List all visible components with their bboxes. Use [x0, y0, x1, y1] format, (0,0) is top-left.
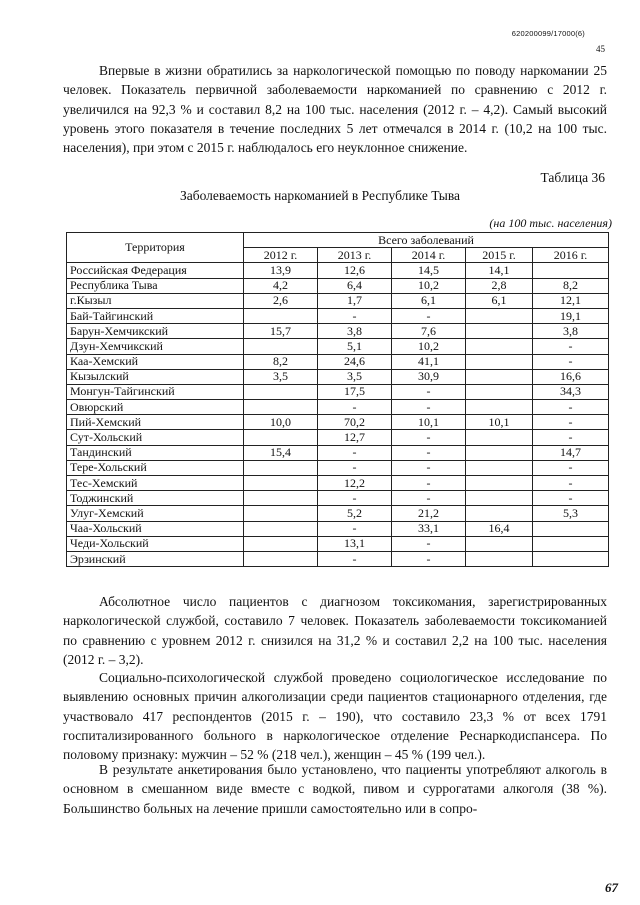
- year-header-cell: 2014 г.: [392, 248, 466, 263]
- table-row: [67, 384, 609, 399]
- value-cell: -: [533, 476, 609, 491]
- value-cell: [244, 521, 318, 536]
- paragraph-narcomania-intro: Впервые в жизни обратились за наркологической помощью по поводу наркомании 25 человек. Показатель первичной заболеваемости наркоманией по сравнению с 2012 г. увеличился на 92,3 % и составил 8,2 на 100 тыс. населения (2012 г. – 4,2). Самый высокий уровень этого показателя в течение последних 5 лет отмечался в 2014 г. (10,2 на 100 тыс. населения), при этом с 2015 г. наблюдалось его неуклонное снижение.: [63, 63, 607, 156]
- value-cell: [466, 445, 533, 460]
- value-cell: 33,1: [392, 521, 466, 536]
- value-cell: [533, 551, 609, 566]
- value-cell: -: [318, 521, 392, 536]
- value-cell: [244, 551, 318, 566]
- value-cell: 21,2: [392, 506, 466, 521]
- value-cell: [533, 521, 609, 536]
- value-cell: [466, 536, 533, 551]
- territory-name-cell: Каа-Хемский: [67, 354, 244, 369]
- territory-name-cell: Овюрский: [67, 400, 244, 415]
- paragraph-survey: Социально-психологической службой проведено социологическое исследование по выявлению основных причин алкоголизации среди пациентов стационарного отделения, где участвовало 417 респондентов (2015 г. – 190), что составило 23,3 % от всех 1791 госпитализированного больного в наркологическое отделение Реснаркодиспансера. По половому признаку: мужчин – 52 % (218 чел.), женщин – 45 % (199 чел.).: [63, 670, 607, 763]
- table-row: [67, 324, 609, 339]
- table-unit: (на 100 тыс. населения): [489, 216, 612, 230]
- value-cell: -: [318, 491, 392, 506]
- value-cell: -: [533, 339, 609, 354]
- value-cell: 12,1: [533, 293, 609, 308]
- value-cell: 10,1: [392, 415, 466, 430]
- territory-name-cell: Республика Тыва: [67, 278, 244, 293]
- value-cell: [244, 430, 318, 445]
- table-row: [67, 460, 609, 475]
- value-cell: [466, 551, 533, 566]
- table-row: [67, 263, 609, 278]
- value-cell: -: [533, 415, 609, 430]
- value-cell: 4,2: [244, 278, 318, 293]
- value-cell: 6,1: [392, 293, 466, 308]
- territory-name-cell: Барун-Хемчикский: [67, 324, 244, 339]
- value-cell: 12,6: [318, 263, 392, 278]
- value-cell: 10,0: [244, 415, 318, 430]
- year-header-cell: 2015 г.: [466, 248, 533, 263]
- value-cell: 8,2: [533, 278, 609, 293]
- territory-name-cell: г.Кызыл: [67, 293, 244, 308]
- table-row: [67, 430, 609, 445]
- value-cell: -: [392, 384, 466, 399]
- territory-name-cell: Тандинский: [67, 445, 244, 460]
- table-body: [67, 263, 609, 567]
- value-cell: 7,6: [392, 324, 466, 339]
- value-cell: -: [318, 308, 392, 323]
- value-cell: -: [318, 445, 392, 460]
- value-cell: -: [392, 430, 466, 445]
- value-cell: -: [392, 445, 466, 460]
- value-cell: [466, 354, 533, 369]
- value-cell: 10,1: [466, 415, 533, 430]
- value-cell: [244, 536, 318, 551]
- value-cell: [466, 324, 533, 339]
- table-row: [67, 400, 609, 415]
- value-cell: 12,7: [318, 430, 392, 445]
- value-cell: 5,1: [318, 339, 392, 354]
- territory-name-cell: Бай-Тайгинский: [67, 308, 244, 323]
- value-cell: -: [392, 400, 466, 415]
- value-cell: [466, 339, 533, 354]
- value-cell: [244, 384, 318, 399]
- territory-name-cell: Тере-Хольский: [67, 460, 244, 475]
- value-cell: -: [318, 400, 392, 415]
- value-cell: 3,5: [318, 369, 392, 384]
- table-row: [67, 415, 609, 430]
- value-cell: 13,1: [318, 536, 392, 551]
- page-number: 45: [596, 44, 605, 54]
- table-row: [67, 521, 609, 536]
- document-code: 620200099/17000(6): [511, 29, 585, 38]
- value-cell: [244, 476, 318, 491]
- value-cell: 3,5: [244, 369, 318, 384]
- value-cell: 24,6: [318, 354, 392, 369]
- territory-name-cell: Сут-Хольский: [67, 430, 244, 445]
- value-cell: 16,4: [466, 521, 533, 536]
- table-row: [67, 293, 609, 308]
- value-cell: 17,5: [318, 384, 392, 399]
- territory-name-cell: Улуг-Хемский: [67, 506, 244, 521]
- table-row: [67, 278, 609, 293]
- paragraph-survey-results: В результате анкетирования было установлено, что пациенты употребляют алкоголь в основном в смешанном виде вместе с водкой, пивом и суррогатами алкоголя (38 %). Большинство больных на лечение пришли самостоятельно или в сопро-: [63, 762, 607, 816]
- territory-name-cell: Чаа-Хольский: [67, 521, 244, 536]
- value-cell: 15,7: [244, 324, 318, 339]
- value-cell: -: [392, 491, 466, 506]
- incidence-table: [66, 232, 609, 567]
- value-cell: 6,1: [466, 293, 533, 308]
- table-row: [67, 551, 609, 566]
- value-cell: 2,8: [466, 278, 533, 293]
- value-cell: -: [318, 551, 392, 566]
- table-row: [67, 369, 609, 384]
- table-row: [67, 445, 609, 460]
- value-cell: -: [533, 460, 609, 475]
- territory-name-cell: Тес-Хемский: [67, 476, 244, 491]
- value-cell: 15,4: [244, 445, 318, 460]
- year-header-cell: 2012 г.: [244, 248, 318, 263]
- value-cell: [466, 400, 533, 415]
- value-cell: [466, 308, 533, 323]
- territory-name-cell: Российская Федерация: [67, 263, 244, 278]
- value-cell: 1,7: [318, 293, 392, 308]
- value-cell: 10,2: [392, 278, 466, 293]
- handwritten-page-mark: 67: [605, 880, 618, 895]
- value-cell: -: [392, 551, 466, 566]
- value-cell: 41,1: [392, 354, 466, 369]
- value-cell: [466, 384, 533, 399]
- value-cell: 12,2: [318, 476, 392, 491]
- table-number: Таблица 36: [540, 170, 605, 185]
- value-cell: [466, 506, 533, 521]
- territory-name-cell: Кызылский: [67, 369, 244, 384]
- paragraph-toxicomania: Абсолютное число пациентов с диагнозом токсикомания, зарегистрированных наркологической службой, составило 7 человек. Показатель заболеваемости токсикоманией по сравнению с уровнем 2012 г. снизился на 31,2 % и составил 2,2 на 100 тыс. населения (2012 г. – 3,2).: [63, 594, 607, 667]
- value-cell: -: [533, 430, 609, 445]
- value-cell: [466, 476, 533, 491]
- value-cell: 10,2: [392, 339, 466, 354]
- value-cell: [466, 369, 533, 384]
- value-cell: 30,9: [392, 369, 466, 384]
- table-title: Заболеваемость наркоманией в Республике Тыва: [179, 188, 461, 203]
- value-cell: [466, 430, 533, 445]
- value-cell: 3,8: [318, 324, 392, 339]
- value-cell: 19,1: [533, 308, 609, 323]
- value-cell: 2,6: [244, 293, 318, 308]
- territory-name-cell: Пий-Хемский: [67, 415, 244, 430]
- value-cell: [244, 460, 318, 475]
- value-cell: [244, 506, 318, 521]
- value-cell: 8,2: [244, 354, 318, 369]
- value-cell: [244, 339, 318, 354]
- table-row: [67, 476, 609, 491]
- table-row: [67, 491, 609, 506]
- total-diseases-header: Всего заболеваний: [244, 233, 609, 248]
- territory-name-cell: Дзун-Хемчикский: [67, 339, 244, 354]
- value-cell: [533, 536, 609, 551]
- value-cell: 5,3: [533, 506, 609, 521]
- value-cell: -: [392, 460, 466, 475]
- value-cell: -: [392, 536, 466, 551]
- value-cell: [466, 460, 533, 475]
- value-cell: [244, 491, 318, 506]
- value-cell: -: [533, 400, 609, 415]
- value-cell: 34,3: [533, 384, 609, 399]
- value-cell: 14,5: [392, 263, 466, 278]
- value-cell: 70,2: [318, 415, 392, 430]
- value-cell: [244, 308, 318, 323]
- year-header-cell: 2016 г.: [533, 248, 609, 263]
- table-row: [67, 354, 609, 369]
- value-cell: -: [533, 354, 609, 369]
- table-row: [67, 506, 609, 521]
- table-row: [67, 339, 609, 354]
- value-cell: -: [392, 476, 466, 491]
- territory-name-cell: Чеди-Хольский: [67, 536, 244, 551]
- territory-header: Территория: [67, 233, 244, 263]
- value-cell: -: [533, 491, 609, 506]
- territory-name-cell: Монгун-Тайгинский: [67, 384, 244, 399]
- value-cell: [244, 400, 318, 415]
- value-cell: 5,2: [318, 506, 392, 521]
- value-cell: 6,4: [318, 278, 392, 293]
- value-cell: 3,8: [533, 324, 609, 339]
- value-cell: -: [392, 308, 466, 323]
- year-header-cell: 2013 г.: [318, 248, 392, 263]
- territory-name-cell: Тоджинский: [67, 491, 244, 506]
- territory-name-cell: Эрзинский: [67, 551, 244, 566]
- value-cell: [466, 491, 533, 506]
- value-cell: 14,1: [466, 263, 533, 278]
- value-cell: [533, 263, 609, 278]
- value-cell: 13,9: [244, 263, 318, 278]
- table-row: [67, 536, 609, 551]
- table-row: [67, 308, 609, 323]
- value-cell: 16,6: [533, 369, 609, 384]
- value-cell: 14,7: [533, 445, 609, 460]
- value-cell: -: [318, 460, 392, 475]
